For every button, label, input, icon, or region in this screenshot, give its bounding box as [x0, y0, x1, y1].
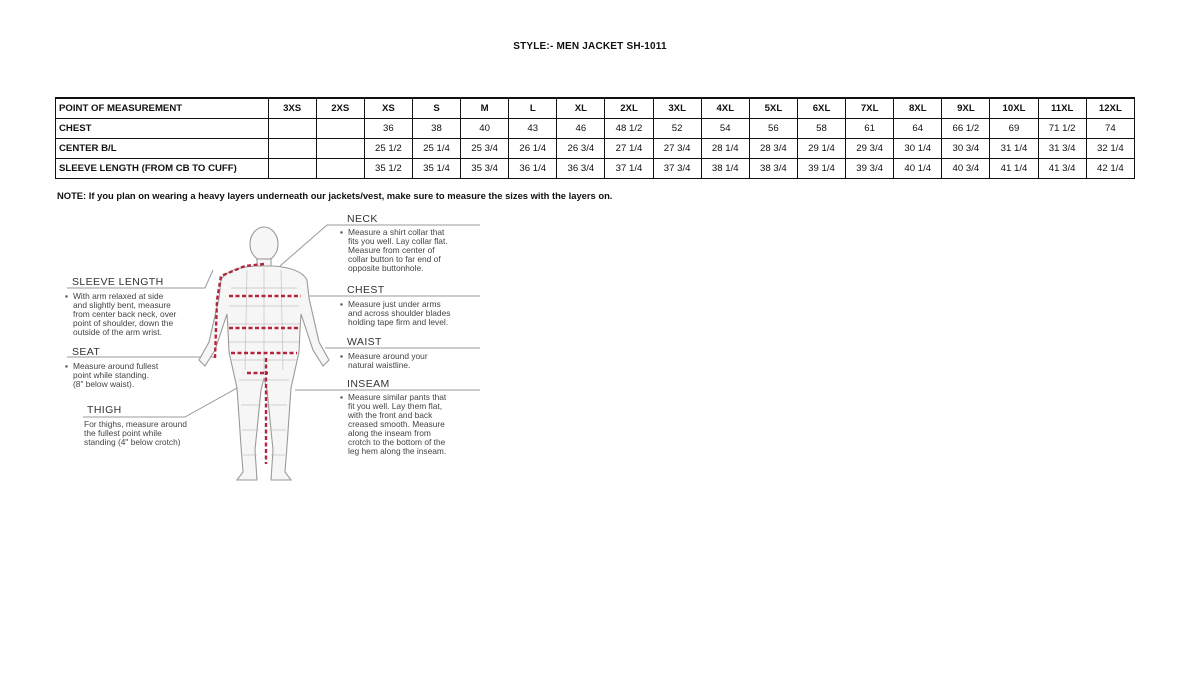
table-cell: 64 — [894, 119, 942, 139]
table-cell: 40 — [461, 119, 509, 139]
sleeve-line: from center back neck, over — [73, 309, 177, 319]
table-header-cell: 8XL — [894, 98, 942, 119]
table-cell: 41 1/4 — [990, 159, 1038, 179]
seat-line: Measure around fullest — [73, 361, 159, 371]
sleeve-line: outside of the arm wrist. — [73, 327, 162, 337]
waist-title: WAIST — [347, 336, 382, 348]
table-cell: 35 1/2 — [364, 159, 412, 179]
table-header-cell: 12XL — [1086, 98, 1134, 119]
table-row — [56, 139, 1135, 159]
thigh-line: For thighs, measure around — [84, 419, 187, 429]
inseam-line: Measure similar pants that — [348, 392, 447, 402]
table-cell: 74 — [1086, 119, 1134, 139]
table-cell: 39 1/4 — [797, 159, 845, 179]
svg-text:▪: ▪ — [65, 291, 68, 301]
table-cell: 25 1/4 — [412, 139, 460, 159]
table-cell — [268, 119, 316, 139]
inseam-line: along the inseam from — [348, 428, 431, 438]
table-cell: 48 1/2 — [605, 119, 653, 139]
table-cell: 38 — [412, 119, 460, 139]
row-label-cell: CHEST — [56, 119, 269, 139]
seat-title: SEAT — [72, 346, 101, 358]
table-cell: 41 3/4 — [1038, 159, 1086, 179]
table-cell — [316, 119, 364, 139]
table-header-cell: 9XL — [942, 98, 990, 119]
table-cell: 40 3/4 — [942, 159, 990, 179]
table-cell: 25 3/4 — [461, 139, 509, 159]
size-chart-table — [55, 97, 1135, 179]
table-cell: 31 1/4 — [990, 139, 1038, 159]
table-cell: 26 3/4 — [557, 139, 605, 159]
table-cell: 56 — [749, 119, 797, 139]
row-label-cell: SLEEVE LENGTH (FROM CB TO CUFF) — [56, 159, 269, 179]
neck-line: Measure from center of — [348, 245, 435, 255]
svg-text:▪: ▪ — [340, 392, 343, 402]
table-cell: 35 1/4 — [412, 159, 460, 179]
neck-line: opposite buttonhole. — [348, 263, 424, 273]
table-header-cell: 10XL — [990, 98, 1038, 119]
neck-line: collar button to far end of — [348, 254, 441, 264]
table-cell: 61 — [846, 119, 894, 139]
table-header-cell: 5XL — [749, 98, 797, 119]
table-cell: 54 — [701, 119, 749, 139]
thigh-line: standing (4" below crotch) — [84, 437, 181, 447]
table-cell: 36 — [364, 119, 412, 139]
waist-line: natural waistline. — [348, 360, 411, 370]
table-header-cell: S — [412, 98, 460, 119]
svg-text:▪: ▪ — [340, 351, 343, 361]
thigh-line: the fullest point while — [84, 428, 162, 438]
table-cell: 39 3/4 — [846, 159, 894, 179]
table-cell: 28 1/4 — [701, 139, 749, 159]
table-cell: 29 3/4 — [846, 139, 894, 159]
table-header-cell: M — [461, 98, 509, 119]
waist-line: Measure around your — [348, 351, 428, 361]
table-header-cell: POINT OF MEASUREMENT — [56, 98, 269, 119]
table-cell: 30 1/4 — [894, 139, 942, 159]
measurement-guide-figure — [55, 210, 495, 490]
table-cell: 36 1/4 — [509, 159, 557, 179]
table-cell: 38 3/4 — [749, 159, 797, 179]
chest-line: and across shoulder blades — [348, 308, 451, 318]
table-cell: 31 3/4 — [1038, 139, 1086, 159]
inseam-line: fit you well. Lay them flat, — [348, 401, 443, 411]
table-cell: 26 1/4 — [509, 139, 557, 159]
table-row — [56, 119, 1135, 139]
row-label-cell: CENTER B/L — [56, 139, 269, 159]
table-cell: 66 1/2 — [942, 119, 990, 139]
sleeve-length-title: SLEEVE LENGTH — [72, 276, 164, 288]
chest-line: holding tape firm and level. — [348, 317, 449, 327]
table-cell: 71 1/2 — [1038, 119, 1086, 139]
seat-line: (8" below waist). — [73, 379, 135, 389]
table-header-cell: L — [509, 98, 557, 119]
neck-line: Measure a shirt collar that — [348, 227, 445, 237]
neck-title: NECK — [347, 213, 378, 225]
table-cell: 29 1/4 — [797, 139, 845, 159]
sleeve-line: and slightly bent, measure — [73, 300, 171, 310]
svg-text:▪: ▪ — [65, 361, 68, 371]
table-cell: 27 1/4 — [605, 139, 653, 159]
table-cell — [316, 159, 364, 179]
seat-line: point while standing. — [73, 370, 149, 380]
inseam-line: leg hem along the inseam. — [348, 446, 447, 456]
table-cell: 52 — [653, 119, 701, 139]
table-cell: 30 3/4 — [942, 139, 990, 159]
thigh-title: THIGH — [87, 404, 122, 416]
table-cell: 32 1/4 — [1086, 139, 1134, 159]
table-cell: 43 — [509, 119, 557, 139]
table-cell — [316, 139, 364, 159]
page-title: STYLE:- MEN JACKET SH-1011 — [513, 41, 667, 52]
table-cell: 46 — [557, 119, 605, 139]
table-cell: 42 1/4 — [1086, 159, 1134, 179]
table-cell — [268, 159, 316, 179]
inseam-title: INSEAM — [347, 378, 390, 390]
table-cell: 27 3/4 — [653, 139, 701, 159]
chest-title: CHEST — [347, 284, 385, 296]
neck-line: fits you well. Lay collar flat. — [348, 236, 448, 246]
table-header-row — [56, 98, 1135, 119]
table-cell — [268, 139, 316, 159]
inseam-line: crotch to the bottom of the — [348, 437, 446, 447]
table-header-cell: 2XS — [316, 98, 364, 119]
inseam-line: creased smooth. Measure — [348, 419, 445, 429]
table-header-cell: 4XL — [701, 98, 749, 119]
table-header-cell: XS — [364, 98, 412, 119]
table-cell: 36 3/4 — [557, 159, 605, 179]
inseam-line: with the front and back — [348, 410, 433, 420]
table-header-cell: 6XL — [797, 98, 845, 119]
note-text: NOTE: If you plan on wearing a heavy layers underneath our jackets/vest, make sure to measure the sizes with the layers on. — [57, 190, 613, 201]
table-cell: 25 1/2 — [364, 139, 412, 159]
svg-text:▪: ▪ — [340, 227, 343, 237]
table-header-cell: 2XL — [605, 98, 653, 119]
table-header-cell: XL — [557, 98, 605, 119]
table-cell: 37 1/4 — [605, 159, 653, 179]
sleeve-line: point of shoulder, down the — [73, 318, 174, 328]
table-cell: 40 1/4 — [894, 159, 942, 179]
sleeve-line: With arm relaxed at side — [73, 291, 164, 301]
table-header-cell: 3XL — [653, 98, 701, 119]
table-cell: 58 — [797, 119, 845, 139]
table-cell: 28 3/4 — [749, 139, 797, 159]
table-cell: 38 1/4 — [701, 159, 749, 179]
table-header-cell: 7XL — [846, 98, 894, 119]
table-row — [56, 159, 1135, 179]
chest-line: Measure just under arms — [348, 299, 441, 309]
table-cell: 69 — [990, 119, 1038, 139]
svg-text:▪: ▪ — [340, 299, 343, 309]
table-cell: 35 3/4 — [461, 159, 509, 179]
table-header-cell: 3XS — [268, 98, 316, 119]
table-cell: 37 3/4 — [653, 159, 701, 179]
table-header-cell: 11XL — [1038, 98, 1086, 119]
